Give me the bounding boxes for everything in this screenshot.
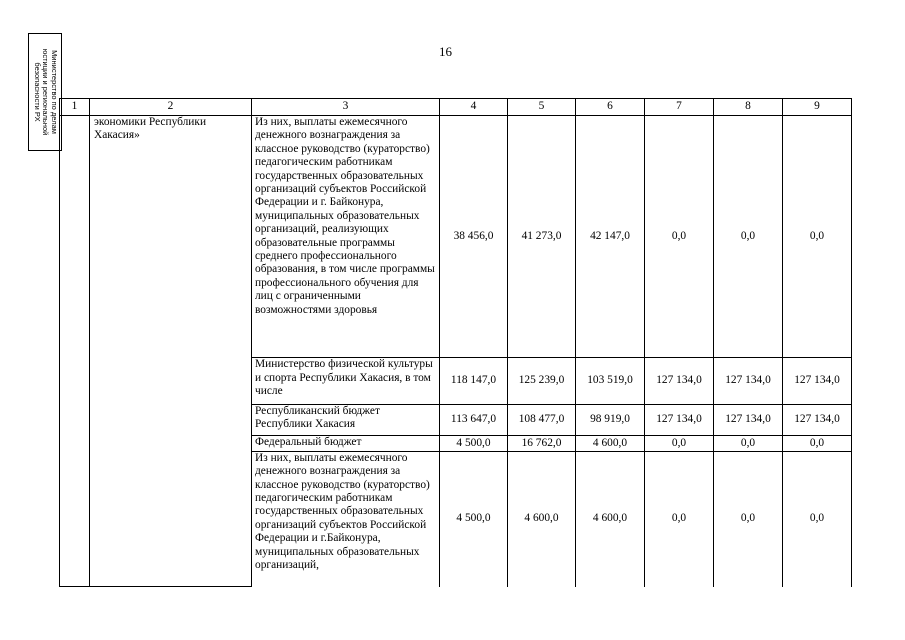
value-cell: 4 600,0 xyxy=(576,451,645,586)
column-header: 1 xyxy=(60,99,90,116)
row-number-cell xyxy=(60,116,90,587)
value-cell: 4 500,0 xyxy=(440,435,508,451)
value-cell: 127 134,0 xyxy=(783,358,852,404)
column-header: 6 xyxy=(576,99,645,116)
value-cell: 108 477,0 xyxy=(508,404,576,435)
value-cell: 0,0 xyxy=(783,116,852,358)
description-cell: Министерство физической культуры и спорта Республики Хакасия, в том числе xyxy=(252,358,440,404)
description-cell: Федеральный бюджет xyxy=(252,435,440,451)
column-header: 7 xyxy=(645,99,714,116)
value-cell: 4 600,0 xyxy=(576,435,645,451)
column-header: 3 xyxy=(252,99,440,116)
stamp-line: безопасности РХ xyxy=(32,62,42,122)
program-name-cell xyxy=(90,116,252,587)
value-cell: 0,0 xyxy=(714,451,783,586)
value-cell: 4 600,0 xyxy=(508,451,576,586)
stamp-line: юстиции и региональной xyxy=(41,48,51,136)
header-row xyxy=(60,99,852,116)
column-header: 2 xyxy=(90,99,252,116)
value-cell: 127 134,0 xyxy=(714,404,783,435)
stamp-line: Министерство по делам xyxy=(49,50,59,134)
program-name: экономики Республики Хакасия» xyxy=(94,116,207,142)
value-cell: 0,0 xyxy=(645,116,714,358)
value-cell: 38 456,0 xyxy=(440,116,508,358)
value-cell: 0,0 xyxy=(645,435,714,451)
value-cell: 0,0 xyxy=(783,451,852,586)
value-cell: 4 500,0 xyxy=(440,451,508,586)
table-row xyxy=(60,116,852,358)
value-cell: 16 762,0 xyxy=(508,435,576,451)
column-header: 5 xyxy=(508,99,576,116)
registration-stamp xyxy=(28,33,62,151)
stamp-text xyxy=(32,35,58,149)
budget-table xyxy=(59,98,852,587)
value-cell: 127 134,0 xyxy=(714,358,783,404)
value-cell: 113 647,0 xyxy=(440,404,508,435)
value-cell: 127 134,0 xyxy=(783,404,852,435)
value-cell: 41 273,0 xyxy=(508,116,576,358)
value-cell: 127 134,0 xyxy=(645,404,714,435)
value-cell: 0,0 xyxy=(783,435,852,451)
column-header: 4 xyxy=(440,99,508,116)
column-header: 9 xyxy=(783,99,852,116)
value-cell: 127 134,0 xyxy=(645,358,714,404)
column-header: 8 xyxy=(714,99,783,116)
description-cell: Из них, выплаты ежемесячного денежного вознаграждения за классное руководство (кураторство) педагогическим работникам государственных образовательных организаций субъектов Российской Федерации и г.Байконура, муниципальных образовательных организаций, xyxy=(252,451,440,586)
description-cell: Из них, выплаты ежемесячного денежного вознаграждения за классное руководство (кураторство) педагогическим работникам государственных образовательных организаций субъектов Российской Федерации и г. Байконура, муниципальных образовательных организаций, реализующих образовательные программы среднего профессионального образования, в том числе программы профессионального обучения для лиц с ограниченными возможностями здоровья xyxy=(252,116,440,358)
value-cell: 118 147,0 xyxy=(440,358,508,404)
value-cell: 0,0 xyxy=(645,451,714,586)
value-cell: 103 519,0 xyxy=(576,358,645,404)
value-cell: 42 147,0 xyxy=(576,116,645,358)
page-number: 16 xyxy=(439,44,452,59)
description-cell: Республиканский бюджет Республики Хакасия xyxy=(252,404,440,435)
value-cell: 98 919,0 xyxy=(576,404,645,435)
value-cell: 0,0 xyxy=(714,435,783,451)
value-cell: 125 239,0 xyxy=(508,358,576,404)
value-cell: 0,0 xyxy=(714,116,783,358)
